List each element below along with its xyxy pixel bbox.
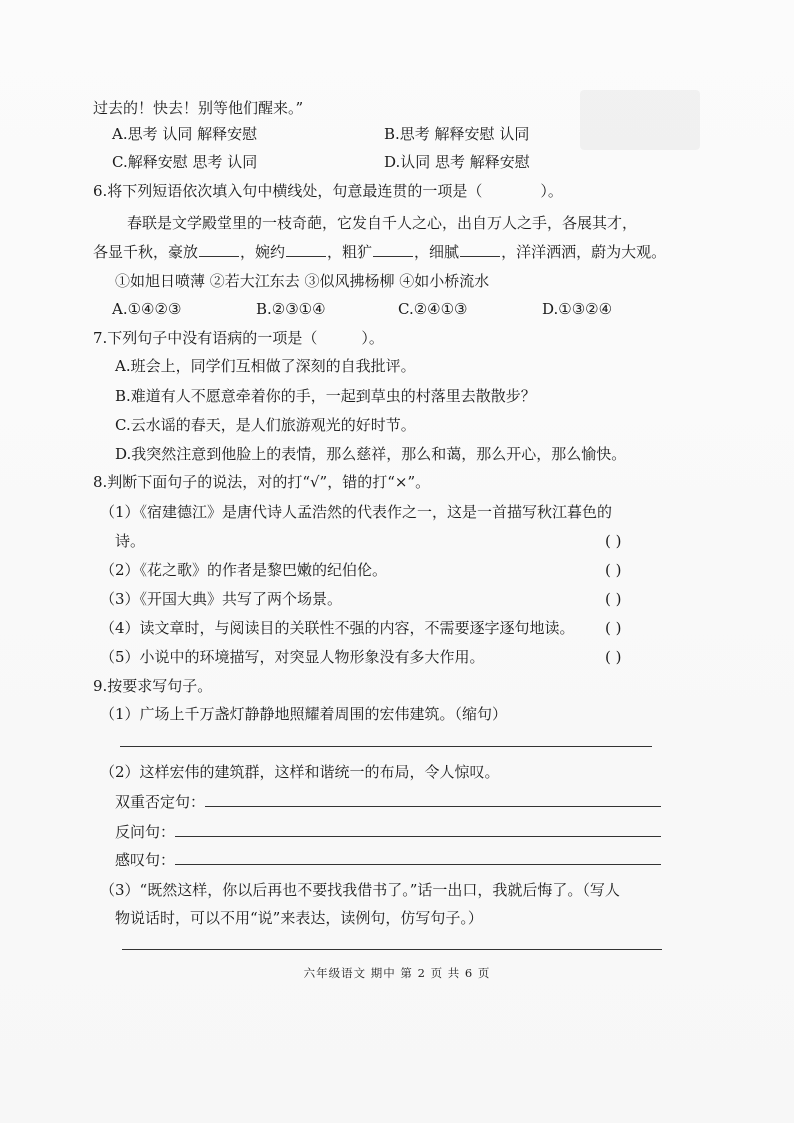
- q7-option-d: D.我突然注意到他脸上的表情，那么慈祥，那么和蔼，那么开心，那么愉快。: [115, 445, 627, 463]
- q6-stem-text: 6.将下列短语依次填入句中横线处，句意最连贯的一项是（: [93, 182, 483, 200]
- double-negative-answer-line[interactable]: [205, 806, 661, 807]
- q9-sub-3-line-1: （3）“既然这样，你以后再也不要找我借书了。”话一出口，我就后悔了。（写人: [100, 881, 620, 899]
- q7-stem-close: ）。: [361, 329, 384, 347]
- q7-option-a: A.班会上，同学们互相做了深刻的自我批评。: [115, 357, 416, 375]
- q6-passage-segment: ，婉约: [240, 243, 286, 261]
- q7-option-b: B.难道有人不愿意牵着你的手，一起到草虫的村落里去散散步？: [115, 387, 536, 405]
- q5-option-c: C.解释安慰 思考 认同: [112, 153, 258, 171]
- q6-stem-close: ）。: [540, 182, 563, 200]
- q7-stem: [93, 328, 384, 348]
- q8-stem: 8.判断下面句子的说法，对的打“√”，错的打“×”。: [93, 473, 431, 491]
- q6-fill-blank-4[interactable]: [460, 242, 500, 257]
- q8-answer-paren-3[interactable]: ( ): [605, 590, 622, 608]
- q6-option-c: C.②④①③: [398, 300, 468, 318]
- q8-item-2: （2）《花之歌》的作者是黎巴嫩的纪伯伦。: [100, 561, 388, 579]
- q9-sub-1-answer-line[interactable]: [120, 746, 652, 747]
- q6-passage-segment: ，细腻: [414, 243, 460, 261]
- q6-passage-segment: ，洋洋洒洒，蔚为大观。: [501, 243, 667, 261]
- q6-fill-blank-1[interactable]: [199, 242, 239, 257]
- q9-sub-1: （1）广场上千万盏灯静静地照耀着周围的宏伟建筑。（缩句）: [100, 705, 508, 723]
- q7-stem-text: 7.下列句子中没有语病的一项是（: [93, 329, 318, 347]
- q8-item-5: （5）小说中的环境描写，对突显人物形象没有多大作用。: [100, 648, 485, 666]
- rhetorical-question-answer-line[interactable]: [175, 836, 661, 837]
- q6-passage-segment: ，粗犷: [327, 243, 373, 261]
- q8-answer-paren-1[interactable]: ( ): [605, 532, 622, 550]
- q8-item-1-line-2: 诗。: [115, 532, 146, 550]
- page-footer: 六年级语文 期中 第 2 页 共 6 页: [303, 966, 491, 980]
- q6-option-d: D.①③②④: [542, 300, 613, 318]
- q6-passage-line-2: [93, 242, 666, 262]
- q9-sub-2: （2）这样宏伟的建筑群，这样和谐统一的布局，令人惊叹。: [100, 763, 500, 781]
- scan-smudge: [580, 90, 700, 150]
- q8-answer-paren-2[interactable]: ( ): [605, 561, 622, 579]
- exclamation-label: 感叹句：: [115, 851, 176, 869]
- q6-passage-line-1: 春联是文学殿堂里的一枝奇葩，它发自千人之心，出自万人之手，各展其才，: [127, 214, 638, 232]
- q8-answer-paren-4[interactable]: ( ): [605, 619, 622, 637]
- q9-sub-3-answer-line[interactable]: [122, 949, 662, 950]
- q8-item-4: （4）读文章时，与阅读目的关联性不强的内容，不需要逐字逐句地读。: [100, 619, 575, 637]
- q6-phrase-items: ①如旭日喷薄 ②若大江东去 ③似风拂杨柳 ④如小桥流水: [115, 272, 490, 290]
- q6-fill-blank-2[interactable]: [286, 242, 326, 257]
- q8-item-3: （3）《开国大典》共写了两个场景。: [100, 590, 343, 608]
- q6-option-a: A.①④②③: [112, 300, 182, 318]
- q8-answer-paren-5[interactable]: ( ): [605, 648, 622, 666]
- q6-option-b: B.②③①④: [256, 300, 326, 318]
- q6-fill-blank-3[interactable]: [373, 242, 413, 257]
- q8-item-1-line-1: （1）《宿建德江》是唐代诗人孟浩然的代表作之一，这是一首描写秋江暮色的: [100, 503, 613, 521]
- q5-option-a: A.思考 认同 解释安慰: [112, 125, 258, 143]
- q7-option-c: C.云水谣的春天，是人们旅游观光的好时节。: [115, 416, 416, 434]
- exclamation-answer-line[interactable]: [175, 864, 661, 865]
- q9-stem: 9.按要求写句子。: [93, 677, 213, 695]
- q5-option-d: D.认同 思考 解释安慰: [384, 153, 530, 171]
- rhetorical-question-label: 反问句：: [115, 823, 176, 841]
- q9-sub-3-line-2: 物说话时，可以不用“说”来表达，读例句，仿写句子。）: [115, 909, 483, 927]
- previous-question-tail: 过去的！快去！别等他们醒来。”: [93, 99, 304, 117]
- q6-stem: [93, 181, 563, 201]
- q5-option-b: B.思考 解释安慰 认同: [384, 125, 530, 143]
- double-negative-label: 双重否定句：: [115, 793, 206, 811]
- q6-passage-segment: 各显千秋，豪放: [93, 243, 199, 261]
